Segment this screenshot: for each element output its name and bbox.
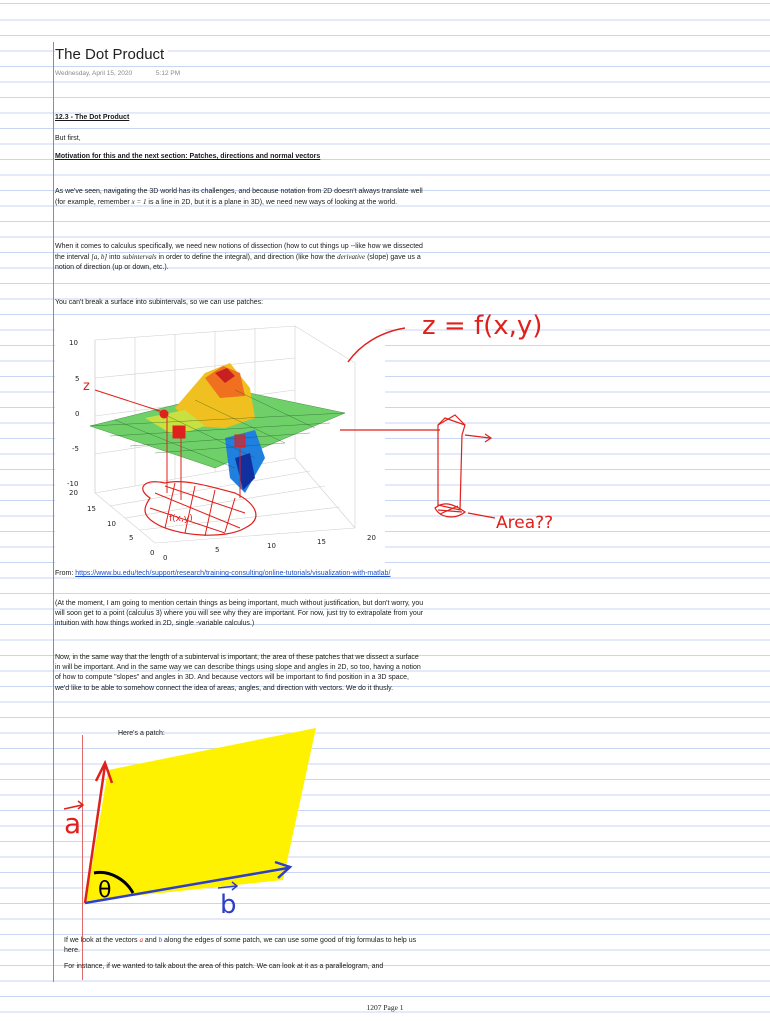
page-footer: 1207 Page 1	[366, 1003, 404, 1012]
source-link[interactable]: https://www.bu.edu/tech/support/research/training-consulting/online-tutorials/visualization-with-matlab/	[75, 570, 391, 577]
surface-plot-image	[55, 318, 385, 568]
paragraph-calculus	[55, 242, 425, 274]
but-first-text: But first,	[55, 135, 81, 142]
margin-line	[53, 42, 54, 982]
area-label: Area??	[496, 513, 554, 533]
paragraph-areas: Now, in the same way that the length of a subinterval is important, the area of these patches that we dissect a surface in will be important. And in the same way we can describe things using slope and angles in 2D, so too, having a notion of how to compute "slopes" and angles in 3D. And because vectors will be important to find position in a 3D space, we'd like to be able to somehow connect the idea of areas, angles, and direction with vectors. We do it thusly.	[55, 654, 421, 692]
page-time: 5:12 PM	[155, 70, 181, 77]
y-tick: -10	[67, 480, 79, 488]
inline-vec-b: b	[158, 936, 163, 944]
p2-subintervals: subintervals	[122, 253, 157, 262]
p2-part-a: When it comes to calculus specifically, we need new notions of dissection (how to cut things up --like how we dissected the interval	[55, 243, 423, 262]
y-tick: 5	[75, 375, 80, 383]
x-tick: 10	[267, 542, 276, 550]
depth-tick: 0	[150, 549, 155, 557]
paragraph-patches: You can't break a surface into subintervals, so we can use patches:	[55, 299, 264, 306]
x-tick: 20	[367, 534, 376, 542]
inline-vec-a: a	[139, 936, 143, 944]
y-tick: 0	[75, 410, 80, 418]
section-heading: 12.3 - The Dot Product	[55, 114, 130, 121]
area-sketch	[340, 415, 495, 518]
p1-part-b: is a line in 2D, but it is a plane in 3D), we need new ways of looking at the world.	[146, 199, 398, 207]
surface-equation-label: z = f(x,y)	[422, 311, 543, 341]
p2-derivative: derivative	[337, 253, 366, 262]
surface-pointer	[348, 328, 405, 362]
heres-patch-text: Here's a patch:	[118, 730, 165, 737]
paragraph-vectors	[64, 935, 434, 956]
source-line	[55, 569, 475, 579]
p1-part-a: As we've seen, navigating the 3D world has its challenges, and because notation from 2D doesn't always translate well (for example, remember	[55, 188, 423, 207]
p6-part-b: along the edges of some patch, we can use some good of trig formulas to help us here.	[64, 937, 417, 955]
paragraph-disclaimer: (At the moment, I am going to mention certain things as being important, much without justification, but don't worry, you will soon get to a point (calculus 3) where you will see why they are important. For now, just try to extrapolate from your intuition with how things worked in 2D, single -variable calculus.)	[55, 600, 424, 628]
from-label: From:	[55, 570, 76, 577]
depth-tick: 20	[69, 489, 78, 497]
motivation-heading: Motivation for this and the next section: Patches, directions and normal vectors	[55, 153, 321, 160]
y-tick: 10	[69, 339, 78, 347]
patch-diagram	[58, 725, 328, 925]
depth-tick: 10	[107, 520, 116, 528]
x-tick: 5	[215, 546, 220, 554]
p2-part-b: into	[107, 254, 123, 262]
page-date: Wednesday, April 15, 2020	[55, 70, 133, 77]
handwritten-annotations	[340, 300, 590, 540]
fxy-label: f(x,y)	[169, 514, 193, 524]
depth-tick: 15	[87, 505, 96, 513]
p2-part-d: (slope) gave us a notion of direction (up or down, etc.).	[55, 254, 421, 272]
page-title: The Dot Product	[55, 46, 168, 63]
y-tick: -5	[72, 445, 79, 453]
paragraph-area-intro: For instance, if we wanted to talk about the area of this patch. We can look at it as a parallelogram, and	[64, 963, 384, 970]
vec-b-label: b	[220, 890, 237, 920]
paragraph-navigation	[55, 187, 425, 208]
x-tick: 0	[163, 554, 168, 562]
z-label: z	[83, 379, 90, 394]
p6-and: and	[142, 937, 159, 944]
theta-label: θ	[98, 878, 112, 903]
p2-interval: [a, b]	[91, 253, 108, 262]
p2-part-c: in order to define the integral), and direction (like how the	[156, 254, 338, 262]
x-tick: 15	[317, 538, 326, 546]
vec-a-label: a	[64, 807, 82, 840]
page-timestamp	[55, 70, 202, 77]
p1-math: x = 1	[131, 198, 147, 207]
p6-part-a: If we look at the vectors	[64, 937, 140, 944]
depth-tick: 5	[129, 534, 134, 542]
